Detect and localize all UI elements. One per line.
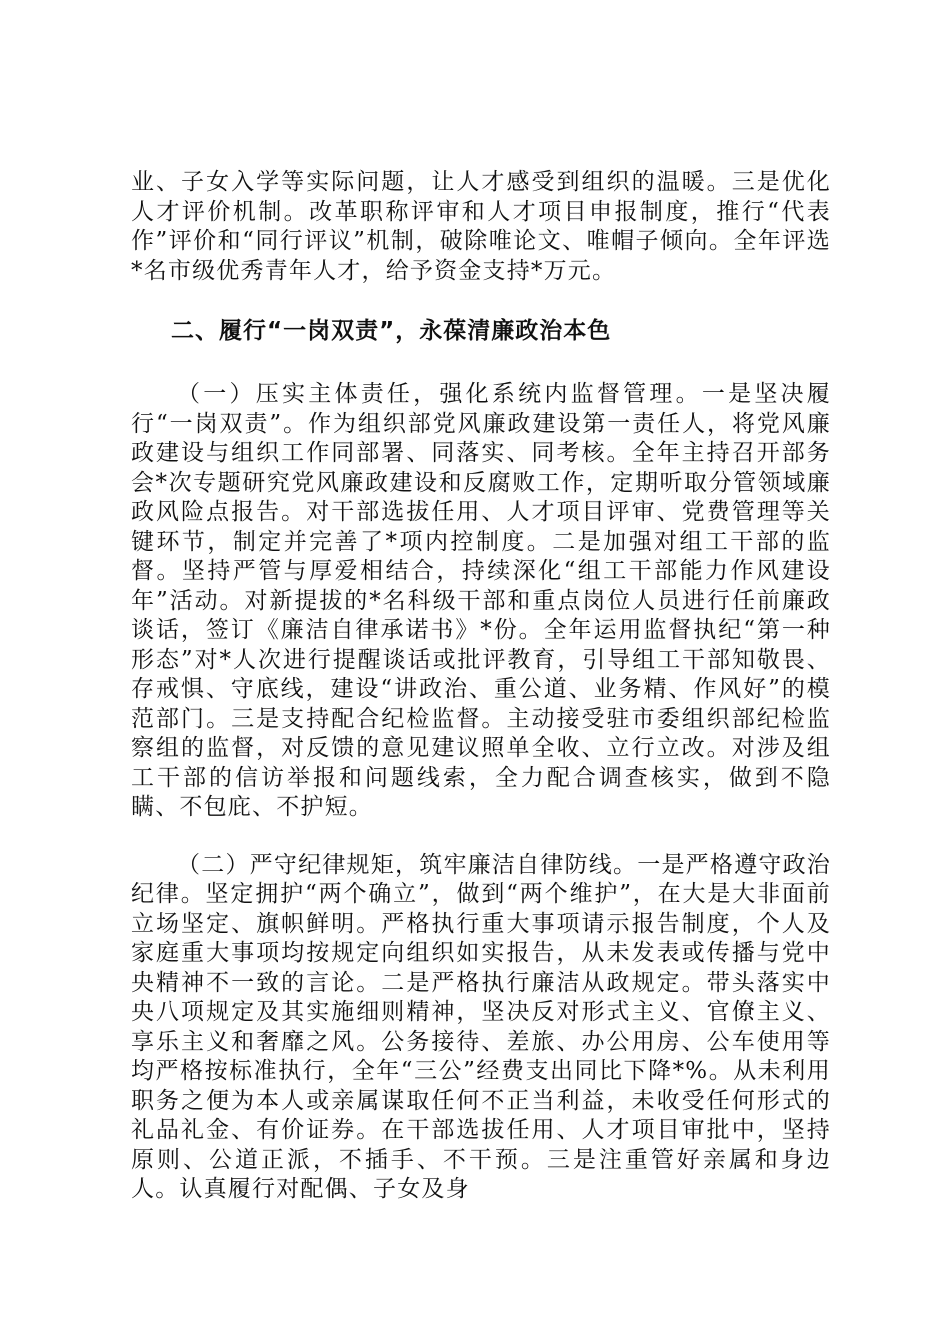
paragraph-subsection-1: （一）压实主体责任，强化系统内监督管理。一是坚决履行“一岗双责”。作为组织部党风廉政建设第一责任人，将党风廉政建设与组织工作同部署、同落实、同考核。全年主持召开部务会*次专题研究党风廉政建设和反腐败工作，定期听取分管领域廉政风险点报告。对干部选拔任用、人才项目评审、党费管理等关键环节，制定并完善了*项内控制度。二是加强对组工干部的监督。坚持严管与厚爱相结合，持续深化“组工干部能力作风建设年”活动。对新提拔的*名科级干部和重点岗位人员进行任前廉政谈话，签订《廉洁自律承诺书》*份。全年运用监督执纪“第一种形态”对*人次进行提醒谈话或批评教育，引导组工干部知敬畏、存戒惧、守底线，建设“讲政治、重公道、业务精、作风好”的模范部门。三是支持配合纪检监督。主动接受驻市委组织部纪检监察组的监督，对反馈的意见建议照单全收、立行立改。对涉及组工干部的信访举报和问题线索，全力配合调查核实，做到不隐瞒、不包庇、不护短。	[131, 381, 831, 820]
paragraph-subsection-2: （二）严守纪律规矩，筑牢廉洁自律防线。一是严格遵守政治纪律。坚定拥护“两个确立”，做到“两个维护”，在大是大非面前立场坚定、旗帜鲜明。严格执行重大事项请示报告制度，个人及家庭重大事项均按规定向组织如实报告，从未发表或传播与党中央精神不一致的言论。二是严格执行廉洁从政规定。带头落实中央八项规定及其实施细则精神，坚决反对形式主义、官僚主义、享乐主义和奢靡之风。公务接待、差旅、办公用房、公车使用等均严格按标准执行，全年“三公”经费支出同比下降*%。从未利用职务之便为本人或亲属谋取任何不正当利益，未收受任何形式的礼品礼金、有价证券。在干部选拔任用、人才项目审批中，坚持原则、公道正派，不插手、不干预。三是注重管好亲属和身边人。认真履行对配偶、子女及身	[131, 851, 831, 1202]
paragraph-gap	[131, 823, 831, 851]
paragraph-continuation: 业、子女入学等实际问题，让人才感受到组织的温暖。三是优化人才评价机制。改革职称评审和人才项目申报制度，推行“代表作”评价和“同行评议”机制，破除唯论文、唯帽子倾向。全年评选*名市级优秀青年人才，给予资金支持*万元。	[131, 169, 831, 284]
section-heading: 二、履行“一岗双责”，永葆清廉政治本色	[171, 318, 612, 344]
document-body	[131, 168, 831, 1205]
